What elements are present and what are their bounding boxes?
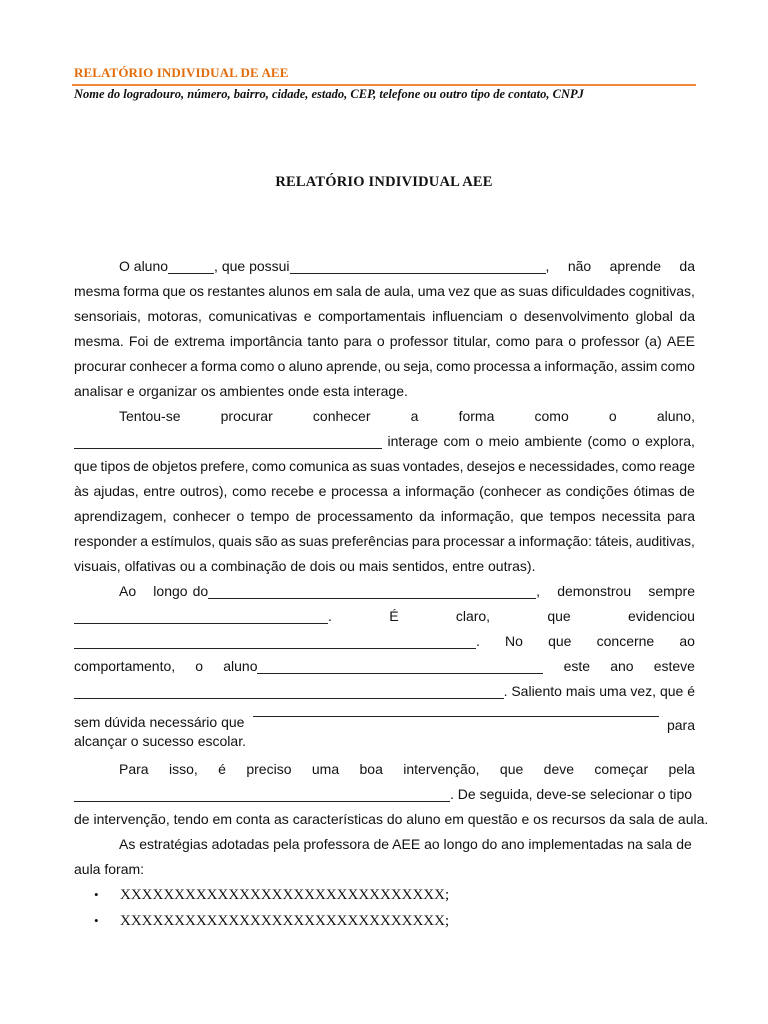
word: que xyxy=(162,283,186,299)
word: global xyxy=(635,308,673,324)
paragraph-4 xyxy=(74,757,709,832)
word: como xyxy=(534,408,569,424)
word: meio xyxy=(488,433,520,449)
word: interage xyxy=(387,433,439,449)
word: procurar xyxy=(74,358,127,374)
word: comportamento, xyxy=(74,658,176,674)
text-line xyxy=(74,704,695,733)
word: a xyxy=(533,358,542,374)
word: isso, xyxy=(168,761,198,777)
word: começar xyxy=(594,761,649,777)
bullet-icon: • xyxy=(94,887,99,902)
fill-blank[interactable] xyxy=(257,658,543,674)
word: Ao xyxy=(119,583,137,599)
word: para xyxy=(666,508,695,524)
word: evidenciou xyxy=(628,608,695,624)
word: (conhecer xyxy=(479,483,542,499)
word: ao xyxy=(679,633,695,649)
word: para xyxy=(535,333,564,349)
text-line xyxy=(74,654,695,679)
paragraph-1 xyxy=(74,254,695,404)
word: sensoriais, xyxy=(74,308,141,324)
text-line xyxy=(74,604,695,629)
fill-blank[interactable] xyxy=(74,633,476,649)
word: (a) xyxy=(644,333,662,349)
word: restantes xyxy=(207,283,266,299)
header-subtitle: Nome do logradouro, número, bairro, cidade, estado, CEP, telefone ou outro tipo de contato, CNPJ xyxy=(74,87,584,101)
word: preferências xyxy=(331,533,409,549)
word: intervenção, xyxy=(403,761,480,777)
word: O aluno xyxy=(119,258,169,274)
word: como xyxy=(240,358,275,374)
word: demonstrou xyxy=(557,583,632,599)
word: tipos xyxy=(100,458,131,474)
word: a xyxy=(410,408,419,424)
word: que xyxy=(473,283,497,299)
word: a xyxy=(507,533,516,549)
word: dificuldades xyxy=(551,283,626,299)
word: que xyxy=(547,608,571,624)
word: de xyxy=(364,283,381,299)
word: ótimas xyxy=(633,483,675,499)
word: não xyxy=(567,258,592,274)
paragraph-2 xyxy=(74,404,695,579)
text-line xyxy=(74,579,695,604)
word: responder xyxy=(74,533,138,549)
fill-blank[interactable] xyxy=(290,258,546,274)
word: de xyxy=(153,333,170,349)
text-line xyxy=(74,379,695,404)
fill-blank[interactable] xyxy=(74,433,382,449)
header-title: RELATÓRIO INDIVIDUAL DE AEE xyxy=(74,65,289,80)
word: o xyxy=(236,508,245,524)
word: o xyxy=(509,308,518,324)
word: recebe xyxy=(271,483,314,499)
word: extrema xyxy=(174,333,225,349)
line-text: As estratégias adotadas pela professora de AEE ao longo do ano implementadas na sala de xyxy=(119,836,692,852)
word: aprendizagem, xyxy=(74,508,167,524)
word: comportamentais xyxy=(318,308,426,324)
word: e xyxy=(303,308,312,324)
word: vez xyxy=(448,283,471,299)
word: o xyxy=(475,433,484,449)
word: forma xyxy=(123,283,160,299)
text-line xyxy=(74,504,695,529)
word: da xyxy=(679,258,695,274)
word: as xyxy=(500,283,516,299)
word: e xyxy=(518,458,526,474)
word: tempos xyxy=(549,508,596,524)
word: aluno xyxy=(223,658,258,674)
word: concerne xyxy=(596,633,655,649)
text-line xyxy=(74,729,695,754)
word: Tentou-se xyxy=(119,408,181,424)
text-line xyxy=(74,479,695,504)
word: vontades, xyxy=(402,458,464,474)
word: entre xyxy=(143,483,176,499)
word: da xyxy=(419,508,435,524)
word: comunicativas xyxy=(208,308,298,324)
word: titular, xyxy=(453,333,491,349)
paragraph-3 xyxy=(74,579,695,754)
word: deve xyxy=(543,761,575,777)
word: táteis, xyxy=(595,533,633,549)
word: processa xyxy=(331,483,388,499)
word: seja, xyxy=(403,358,433,374)
text-line xyxy=(74,529,695,554)
text-line xyxy=(74,429,695,454)
word: o xyxy=(631,433,640,449)
line-text: de intervenção, tendo em conta as características do aluno em questão e os recursos da sala de aula. xyxy=(74,811,709,827)
word: procurar xyxy=(220,408,273,424)
word: de xyxy=(295,508,312,524)
word: motoras, xyxy=(147,308,202,324)
word: forma xyxy=(201,358,237,374)
word: as xyxy=(280,533,296,549)
word: suas xyxy=(298,533,329,549)
word: de xyxy=(679,483,695,499)
word: esteve xyxy=(653,658,695,674)
word: , xyxy=(536,583,541,599)
list-item-text: XXXXXXXXXXXXXXXXXXXXXXXXXXXXXX; xyxy=(120,886,450,903)
word: necessita xyxy=(601,508,661,524)
text-line xyxy=(74,304,695,329)
word: da xyxy=(679,308,695,324)
text-line xyxy=(74,629,695,654)
word: os xyxy=(189,283,205,299)
word: condições xyxy=(565,483,629,499)
word: necessidades, xyxy=(529,458,619,474)
word: uma xyxy=(417,283,445,299)
word: aluno xyxy=(288,358,323,374)
line-fragment xyxy=(74,604,332,629)
word: as xyxy=(546,483,561,499)
word: é xyxy=(218,761,226,777)
word: as xyxy=(352,458,367,474)
word: para xyxy=(343,333,372,349)
word: o xyxy=(568,333,577,349)
word: objetos xyxy=(151,458,198,474)
line-text: . Saliento mais uma vez, que é xyxy=(503,683,695,699)
document-title: RELATÓRIO INDIVIDUAL AEE xyxy=(275,174,493,190)
word: No xyxy=(505,633,523,649)
word: para xyxy=(666,717,695,733)
word: quais xyxy=(218,533,252,549)
word: reage xyxy=(659,458,695,474)
word: do xyxy=(192,583,209,599)
word: aprende, xyxy=(326,358,382,374)
line-fragment xyxy=(223,654,543,679)
word: a xyxy=(140,533,149,549)
word: sem dúvida necessário que xyxy=(74,714,245,730)
word: conhecer xyxy=(129,358,187,374)
word: boa xyxy=(359,761,383,777)
text-line xyxy=(74,807,709,832)
word: suas xyxy=(370,458,400,474)
word: ambiente xyxy=(524,433,583,449)
word: É xyxy=(389,608,399,624)
list-item xyxy=(74,882,695,908)
word: como xyxy=(660,358,695,374)
word: Para xyxy=(119,761,149,777)
word: sempre xyxy=(648,583,695,599)
word: assim xyxy=(620,358,658,374)
word: cognitivas, xyxy=(628,283,695,299)
header-divider xyxy=(72,84,696,86)
word: processamento xyxy=(317,508,413,524)
word: conhecer xyxy=(312,408,371,424)
word: às xyxy=(74,483,89,499)
word: que xyxy=(520,508,544,524)
line-text: alcançar o sucesso escolar. xyxy=(74,733,246,749)
word: em xyxy=(313,283,333,299)
word: longo xyxy=(153,583,188,599)
text-line xyxy=(74,329,695,354)
fill-blank[interactable] xyxy=(168,258,214,274)
word: tempo xyxy=(250,508,290,524)
word: que xyxy=(499,761,524,777)
word: desejos xyxy=(466,458,515,474)
text-line xyxy=(74,554,695,579)
word: o xyxy=(195,658,204,674)
word: informação: xyxy=(518,533,592,549)
word: professor xyxy=(389,333,449,349)
strategy-list xyxy=(74,882,695,934)
text-line xyxy=(74,757,695,782)
text-line xyxy=(74,782,695,807)
word: como xyxy=(495,333,530,349)
word: a xyxy=(190,358,198,374)
word: . xyxy=(476,633,480,649)
word: aprende xyxy=(609,258,661,274)
word: processar xyxy=(443,533,505,549)
word: são xyxy=(255,533,278,549)
list-item xyxy=(74,908,695,934)
word: para xyxy=(411,533,440,549)
word: o xyxy=(608,408,617,424)
word: alunos xyxy=(268,283,310,299)
word: e xyxy=(318,483,327,499)
paragraph-5 xyxy=(74,832,695,882)
word: mesma xyxy=(74,283,120,299)
fill-blank[interactable] xyxy=(253,701,659,717)
word: (como xyxy=(587,433,627,449)
list-item-text: XXXXXXXXXXXXXXXXXXXXXXXXXXXXXX; xyxy=(120,912,450,929)
word: que xyxy=(548,633,572,649)
word: auditivas, xyxy=(635,533,695,549)
word: professor xyxy=(581,333,640,349)
word: como xyxy=(436,358,471,374)
fill-blank[interactable] xyxy=(208,583,536,599)
text-line xyxy=(74,454,695,479)
line-fragment xyxy=(119,254,549,279)
line-text: visuais, olfativas ou a combinação de dois ou mais sentidos, entre outras). xyxy=(74,558,536,574)
word: como xyxy=(251,458,286,474)
word: Foi xyxy=(128,333,149,349)
word: mesma. xyxy=(74,333,124,349)
word: com xyxy=(443,433,470,449)
word: claro, xyxy=(455,608,491,624)
line-fragment xyxy=(74,629,480,654)
line-text: aula foram: xyxy=(74,861,145,877)
word: o xyxy=(376,333,385,349)
word: uma xyxy=(311,761,340,777)
text-line xyxy=(74,404,695,429)
line-text: . De seguida, deve-se selecionar o tipo xyxy=(450,786,693,802)
word: informação xyxy=(405,483,475,499)
word: aluno, xyxy=(656,408,695,424)
word: este xyxy=(563,658,591,674)
word: influenciam xyxy=(432,308,503,324)
word: , xyxy=(545,258,550,274)
word: a xyxy=(392,483,401,499)
word: tanto xyxy=(307,333,339,349)
word: o xyxy=(277,358,286,374)
text-line xyxy=(74,254,695,279)
word: , que possui xyxy=(214,258,290,274)
word: processa xyxy=(473,358,531,374)
word: informação, xyxy=(440,508,514,524)
word: preciso xyxy=(246,761,292,777)
word: ano xyxy=(610,658,634,674)
word: explora, xyxy=(645,433,695,449)
text-line xyxy=(74,279,695,304)
fill-blank[interactable] xyxy=(74,608,328,624)
word: de xyxy=(133,458,149,474)
text-line xyxy=(74,832,695,857)
word: estímulos, xyxy=(151,533,216,549)
word: que xyxy=(74,458,98,474)
text-line xyxy=(74,857,695,882)
word: prefere, xyxy=(200,458,249,474)
word: AEE xyxy=(666,333,695,349)
word: pela xyxy=(668,761,695,777)
word: importância xyxy=(229,333,303,349)
word: conhecer xyxy=(172,508,231,524)
bullet-icon: • xyxy=(94,913,99,928)
fill-blank[interactable] xyxy=(74,786,450,802)
word: como xyxy=(621,458,657,474)
word: comunica xyxy=(289,458,350,474)
word: ou xyxy=(384,358,401,374)
line-text: analisar e organizar os ambientes onde esta interage. xyxy=(74,383,408,399)
word: suas xyxy=(518,283,549,299)
fill-blank[interactable] xyxy=(74,683,504,699)
word: outros), xyxy=(179,483,228,499)
line-fragment xyxy=(153,579,540,604)
word: . xyxy=(328,608,332,624)
text-line xyxy=(74,354,695,379)
word: aula, xyxy=(383,283,415,299)
word: ajudas, xyxy=(93,483,139,499)
word: forma xyxy=(458,408,495,424)
word: sala xyxy=(335,283,362,299)
word: desenvolvimento xyxy=(523,308,629,324)
word: como xyxy=(232,483,267,499)
word: informação, xyxy=(544,358,618,374)
